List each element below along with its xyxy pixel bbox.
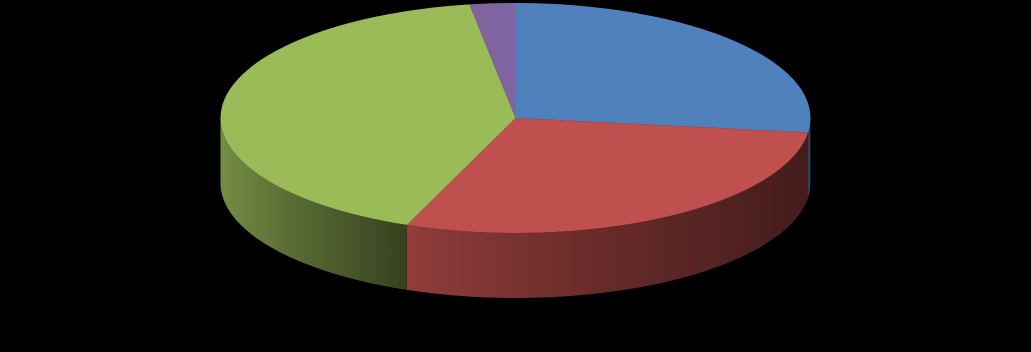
pie-slices	[221, 3, 811, 233]
